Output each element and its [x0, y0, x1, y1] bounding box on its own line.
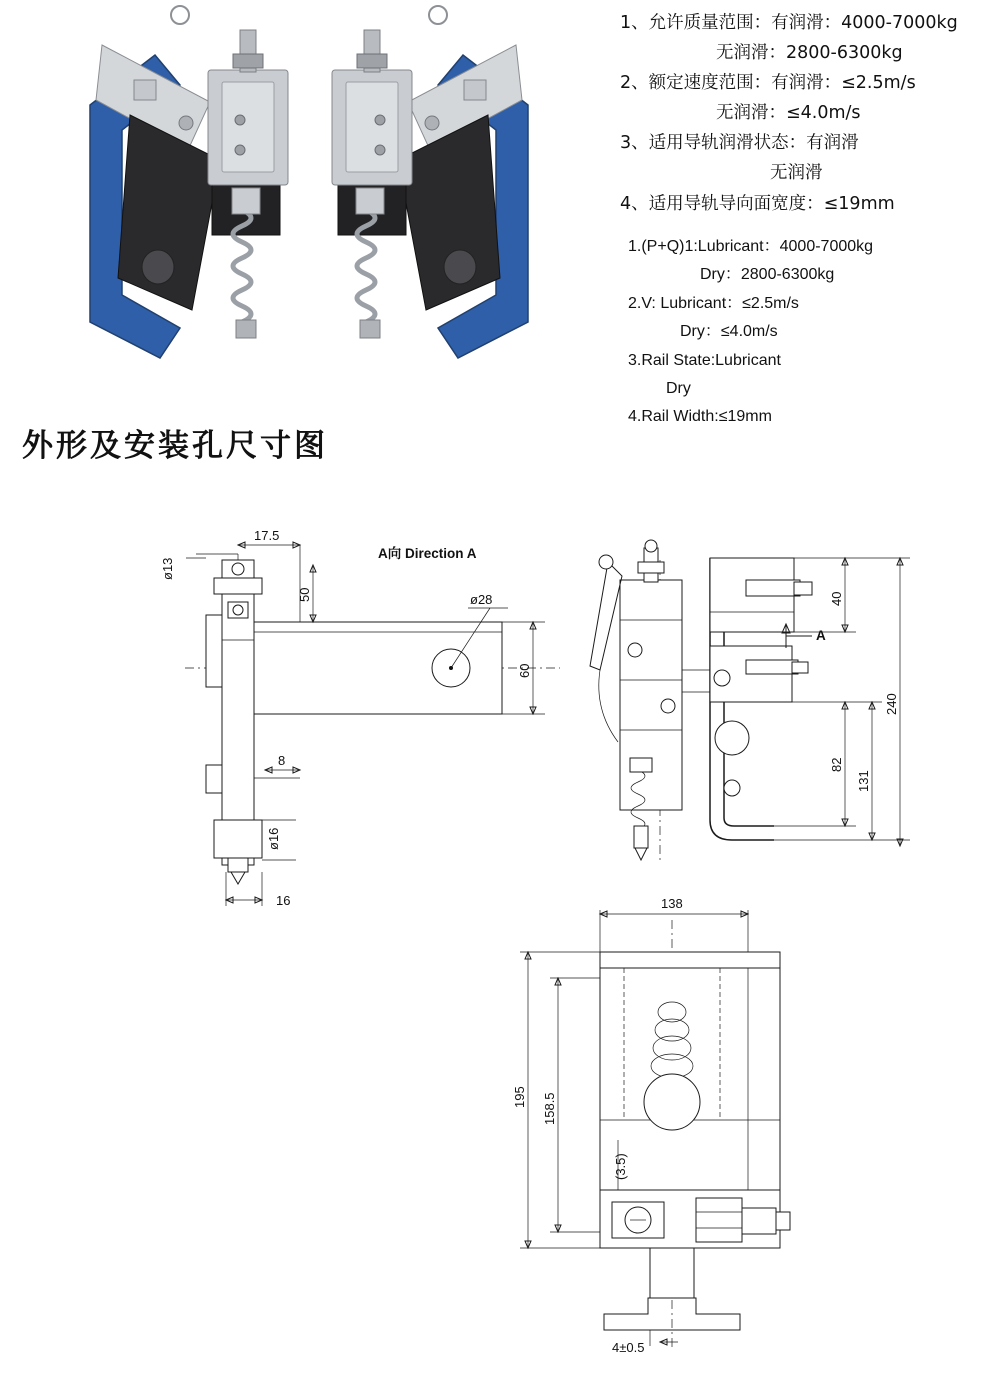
svg-text:40: 40	[829, 591, 844, 606]
top-view-group	[160, 528, 560, 908]
spec-cn-line: 1、允许质量范围：有润滑：4000-7000kg	[620, 13, 958, 33]
front-view-group	[512, 896, 790, 1355]
svg-text:ø28: ø28	[470, 592, 493, 607]
spec-en-line: 1.(P+Q)1:Lubricant：4000-7000kg	[628, 237, 874, 255]
product-photo	[60, 10, 560, 390]
spec-cn-line: 无润滑	[770, 163, 823, 184]
spec-cn-line: 3、适用导轨润滑状态：有润滑	[620, 133, 859, 154]
svg-text:17.5: 17.5	[254, 528, 280, 543]
svg-text:158.5: 158.5	[542, 1092, 557, 1125]
spec-en-line: Dry：≤4.0m/s	[680, 323, 778, 341]
svg-text:ø16: ø16	[266, 827, 281, 850]
svg-text:195: 195	[512, 1086, 527, 1108]
spec-cn-line: 2、额定速度范围：有润滑：≤2.5m/s	[620, 73, 916, 94]
spec-cn-line: 无润滑：≤4.0m/s	[716, 103, 861, 124]
spec-en-line: 2.V: Lubricant：≤2.5m/s	[628, 294, 799, 312]
spec-divider	[620, 219, 1000, 233]
section-title: 外形及安装孔尺寸图	[22, 428, 328, 464]
svg-text:A: A	[816, 628, 826, 643]
svg-text:240: 240	[884, 693, 899, 715]
svg-text:131: 131	[856, 770, 871, 792]
svg-text:A向 Direction A: A向 Direction A	[378, 546, 477, 561]
svg-text:50: 50	[297, 587, 312, 602]
svg-text:(3.5): (3.5)	[613, 1153, 628, 1180]
spec-cn-line: 无润滑：2800-6300kg	[716, 43, 903, 64]
svg-text:16: 16	[276, 893, 291, 908]
svg-text:60: 60	[517, 663, 532, 678]
svg-text:4±0.5: 4±0.5	[612, 1340, 645, 1355]
svg-text:ø13: ø13	[160, 557, 175, 580]
svg-text:8: 8	[278, 753, 286, 768]
dimension-drawings	[0, 520, 1000, 1380]
spec-cn-line: 4、适用导轨导向面宽度：≤19mm	[620, 193, 895, 214]
spec-en-line: 4.Rail Width:≤19mm	[628, 408, 772, 426]
spec-en-line: Dry：2800-6300kg	[700, 266, 835, 284]
spec-en-line: Dry	[666, 380, 691, 397]
svg-text:82: 82	[829, 757, 844, 772]
spec-en-line: 3.Rail State:Lubricant	[628, 351, 781, 369]
side-view-group	[590, 540, 910, 860]
specification-list	[620, 8, 1000, 432]
svg-text:138: 138	[661, 896, 683, 911]
